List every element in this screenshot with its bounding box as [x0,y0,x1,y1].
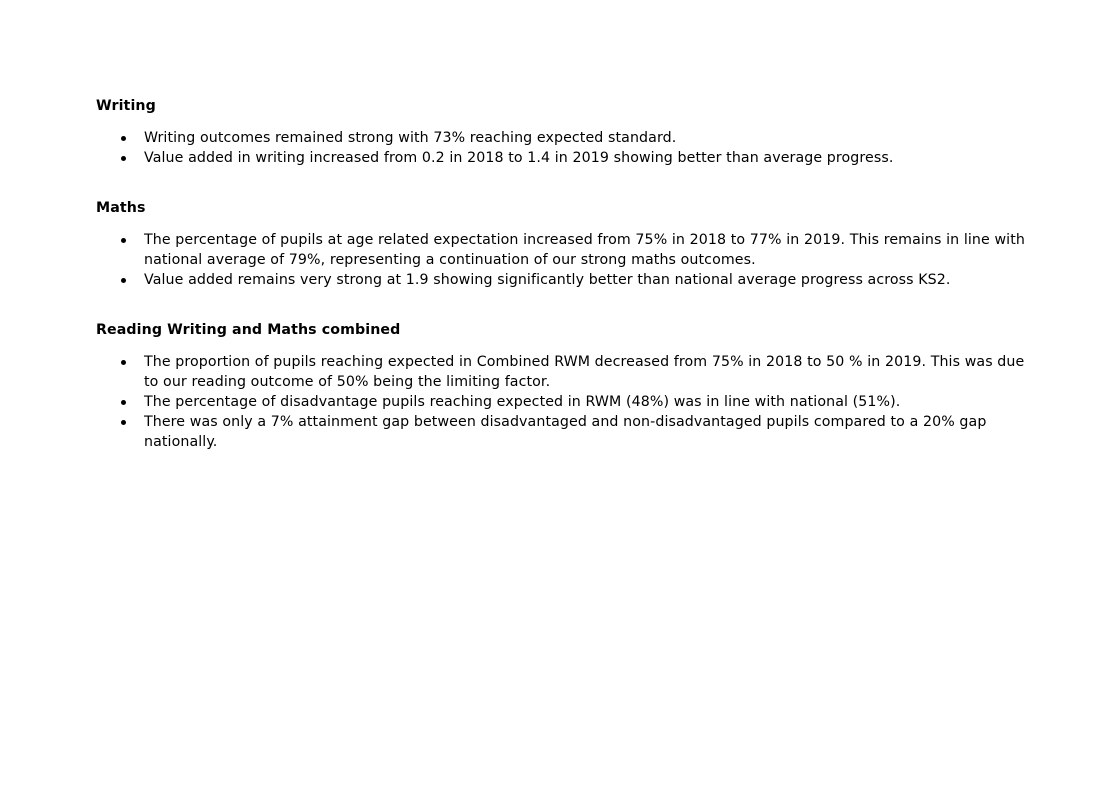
bullet-list [96,128,1036,168]
list-item-text: The proportion of pupils reaching expected in Combined RWM decreased from 75% in 2018 to 50 % in 2019. This was due to our reading outcome of 50% being the limiting factor. [144,354,1025,390]
section-writing [96,96,1036,168]
section-spacer [96,168,1036,198]
list-item-text: The percentage of pupils at age related expectation increased from 75% in 2018 to 77% in 2019. This remains in line with national average of 79%, representing a continuation of our strong maths outcomes. [144,232,1025,268]
list-item [96,128,1036,148]
bullet-icon [121,360,126,365]
list-item [96,352,1036,392]
bullet-icon [121,136,126,141]
list-item [96,230,1036,270]
list-item [96,148,1036,168]
section-heading: Reading Writing and Maths combined [96,322,401,338]
list-item-text: Value added remains very strong at 1.9 showing significantly better than national average progress across KS2. [144,272,951,288]
bullet-icon [121,400,126,405]
bullet-icon [121,278,126,283]
list-item-text: Writing outcomes remained strong with 73% reaching expected standard. [144,130,677,146]
list-item-text: There was only a 7% attainment gap between disadvantaged and non-disadvantaged pupils compared to a 20% gap nationally. [144,414,987,450]
list-item [96,392,1036,412]
bullet-icon [121,156,126,161]
bullet-list [96,230,1036,290]
list-item-text: The percentage of disadvantage pupils reaching expected in RWM (48%) was in line with national (51%). [144,394,901,410]
list-item [96,412,1036,452]
section-spacer [96,290,1036,320]
section-rwm-combined [96,320,1036,452]
section-heading: Maths [96,200,146,216]
list-item-text: Value added in writing increased from 0.2 in 2018 to 1.4 in 2019 showing better than average progress. [144,150,894,166]
section-heading: Writing [96,98,156,114]
list-item [96,270,1036,290]
bullet-list [96,352,1036,452]
bullet-icon [121,420,126,425]
document-page [96,96,1036,452]
section-maths [96,198,1036,290]
bullet-icon [121,238,126,243]
